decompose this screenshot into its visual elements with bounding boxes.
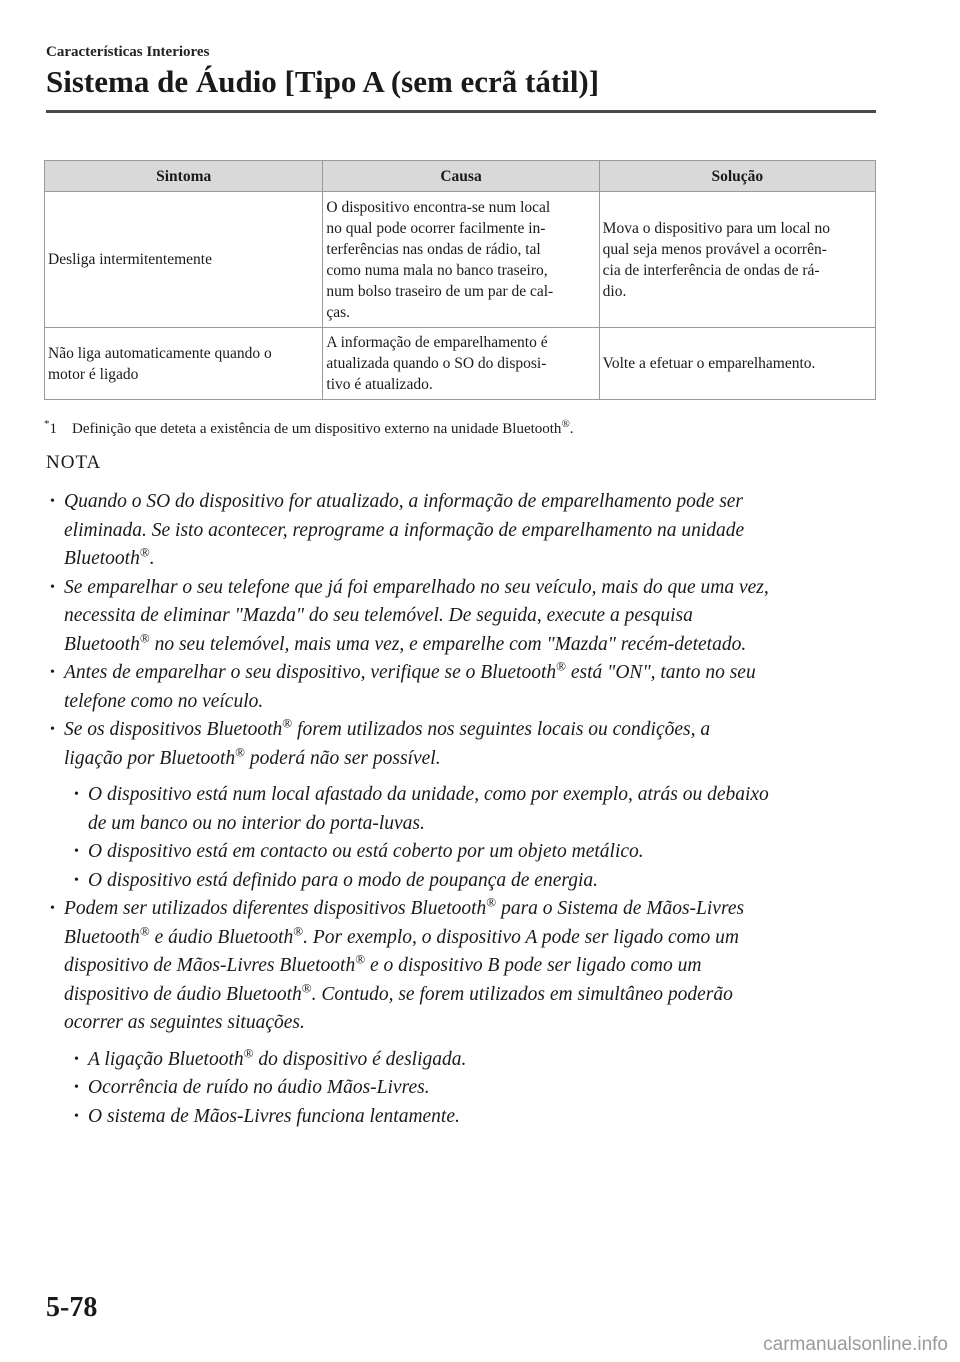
page-title: Sistema de Áudio [Tipo A (sem ecrã tátil)] xyxy=(46,64,600,99)
bullet-icon: • xyxy=(74,787,79,802)
bullet-icon: • xyxy=(50,722,55,737)
table-cell-causa: A informação de emparelhamento é atualizada quando o SO do disposi- tivo é atualizado. xyxy=(323,328,599,400)
note-item: • Quando o SO do dispositivo for atualizado, a informação de emparelhamento pode ser eliminada. Se isto acontecer, reprograme a informação de emparelhamento na unidade Bluetooth®. xyxy=(46,488,876,574)
bullet-icon: • xyxy=(50,901,55,916)
bullet-icon: • xyxy=(74,872,79,888)
column-header-causa: Causa xyxy=(323,161,599,192)
bullet-icon: • xyxy=(74,844,79,859)
table-header-row xyxy=(45,161,876,192)
note-list xyxy=(46,488,876,1131)
table-row xyxy=(45,328,876,400)
note-subitem: • O dispositivo está definido para o modo de poupança de energia. xyxy=(46,867,876,896)
note-item: • Antes de emparelhar o seu dispositivo, verifique se o Bluetooth® está "ON", tanto no seu telefone como no veículo. xyxy=(50,658,756,712)
column-header-sintoma: Sintoma xyxy=(45,161,323,192)
column-header-solucao: Solução xyxy=(599,161,875,192)
bullet-icon: • xyxy=(74,1108,79,1124)
bullet-icon: • xyxy=(74,1080,79,1095)
table-cell-sintoma: Desliga intermitentemente xyxy=(45,192,323,328)
bullet-icon: • xyxy=(74,1051,79,1067)
table-cell-solucao: Volte a efetuar o emparelhamento. xyxy=(599,328,875,400)
page-number: 5-78 xyxy=(46,1292,98,1323)
note-subitem: • O dispositivo está num local afastado da unidade, como por exemplo, atrás ou debaixo de um banco ou no interior do porta-luvas. xyxy=(46,781,876,838)
table-row xyxy=(45,192,876,328)
note-item: • Podem ser utilizados diferentes dispositivos Bluetooth® para o Sistema de Mãos-Livres Bluetooth® e áudio Bluetooth®. Por exemplo, o dispositivo A pode ser ligado como um dispositivo de Mãos-Livres Bluetooth® e o dispositivo B pode ser ligado como um dispositivo de áudio Bluetooth®. Contudo, se forem utilizados em simultâneo poderão ocorrer as seguintes situações. xyxy=(50,894,745,1033)
table-cell-sintoma: Não liga automaticamente quando o motor é ligado xyxy=(45,328,323,400)
bullet-icon: • xyxy=(50,494,55,509)
note-subitem: • Ocorrência de ruído no áudio Mãos-Livres. xyxy=(46,1074,876,1103)
table-cell-causa: O dispositivo encontra-se num local no qual pode ocorrer facilmente in- terferências nas ondas de rádio, tal como numa mala no banco traseiro, num bolso traseiro de um par de cal- ças. xyxy=(323,192,599,328)
title-rule xyxy=(46,110,876,113)
note-item: • Se os dispositivos Bluetooth® forem utilizados nos seguintes locais ou condições, a ligação por Bluetooth® poderá não ser possível. xyxy=(50,715,711,769)
symptom-table xyxy=(44,160,876,400)
note-subitem: • O dispositivo está em contacto ou está coberto por um objeto metálico. xyxy=(46,838,876,867)
bullet-icon: • xyxy=(50,665,55,680)
note-item: • Se emparelhar o seu telefone que já foi emparelhado no seu veículo, mais do que uma vez, necessita de eliminar "Mazda" do seu telemóvel. De seguida, execute a pesquisa Bluetooth® no seu telemóvel, mais uma vez, e emparelhe com "Mazda" recém-detetado. xyxy=(46,574,876,660)
note-heading: NOTA xyxy=(46,452,102,473)
watermark: carmanualsonline.info xyxy=(763,1334,948,1355)
note-subitem: • O sistema de Mãos-Livres funciona lentamente. xyxy=(46,1103,876,1132)
section-label: Características Interiores xyxy=(46,44,210,60)
bullet-icon: • xyxy=(50,579,55,595)
note-subitem: • A ligação Bluetooth® do dispositivo é desligada. xyxy=(46,1046,876,1075)
footnote: *1 Definição que deteta a existência de um dispositivo externo na unidade Bluetooth®. xyxy=(44,418,574,437)
table-cell-solucao: Mova o dispositivo para um local no qual seja menos provável a ocorrên- cia de interferência de ondas de rá- dio. xyxy=(599,192,875,328)
